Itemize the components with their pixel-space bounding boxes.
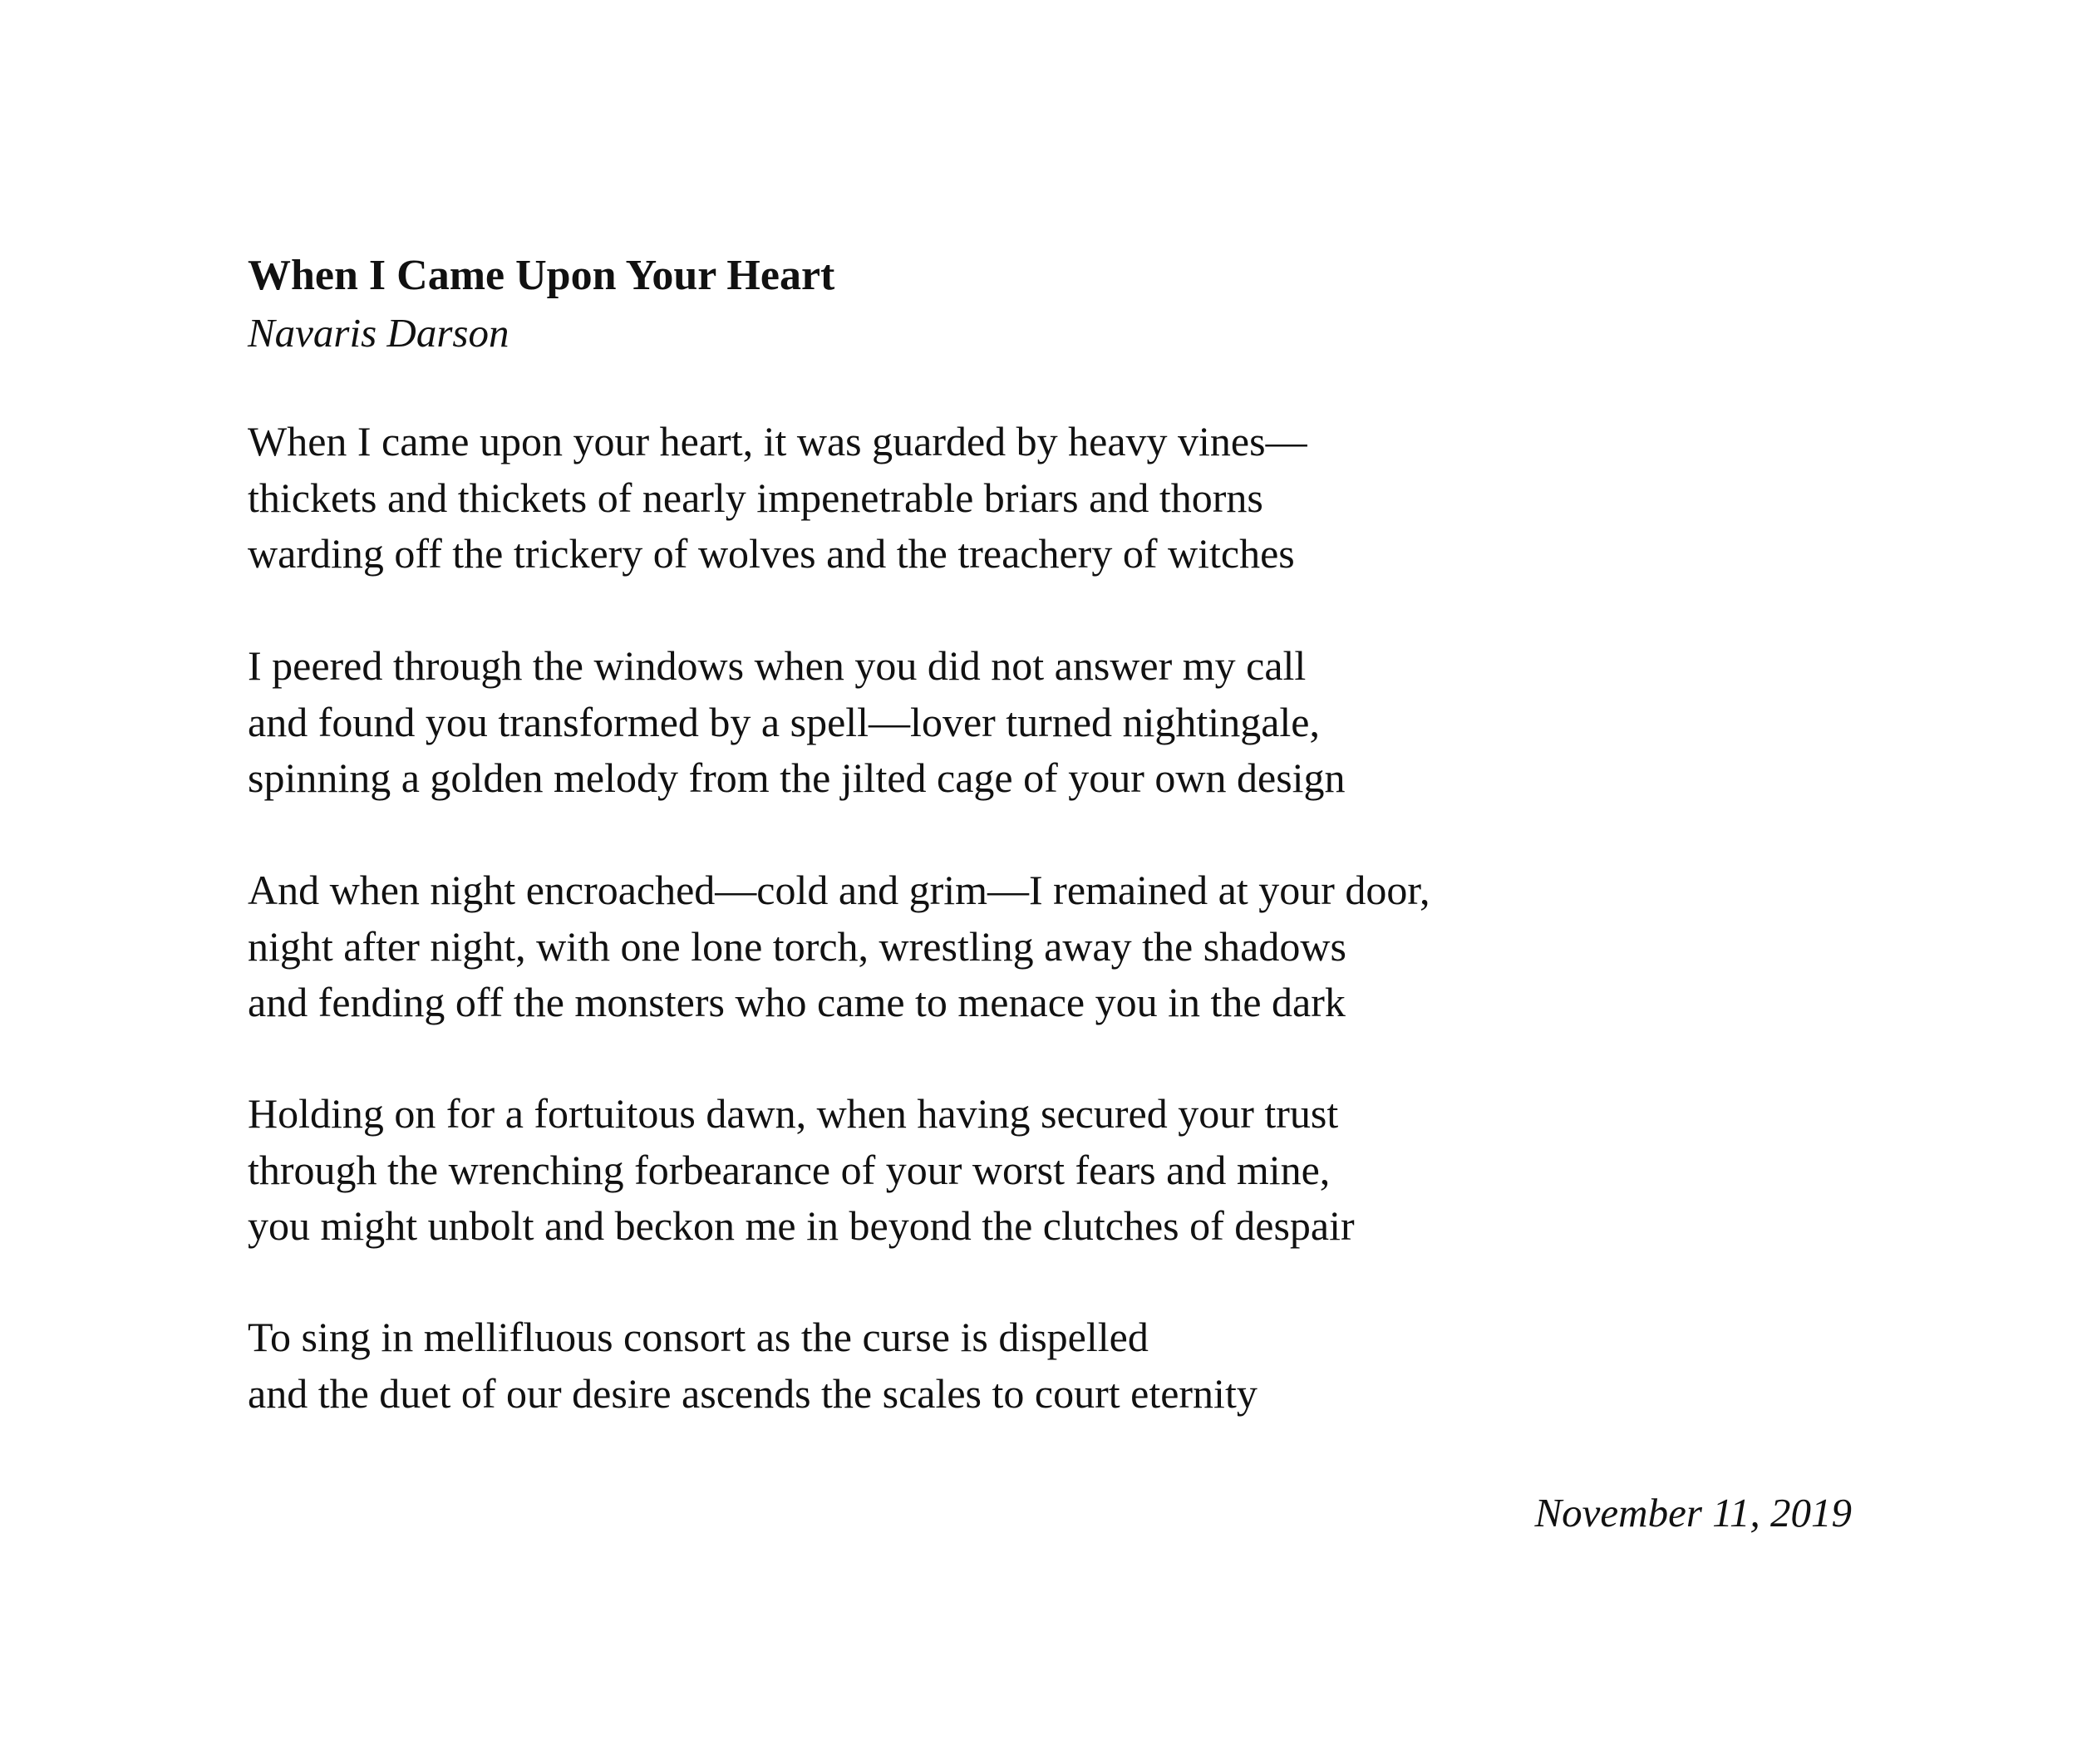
stanza-5 [248, 1309, 1258, 1422]
poem-title: When I Came Upon Your Heart [248, 252, 835, 299]
poem-line: To sing in mellifluous consort as the curse is dispelled [248, 1314, 1149, 1360]
stanza-2 [248, 638, 1346, 807]
poem-line: I peered through the windows when you did not answer my call [248, 642, 1307, 689]
stanza-1 [248, 414, 1307, 582]
poem-line: and found you transformed by a spell—lover turned nightingale, [248, 698, 1320, 745]
poem-date: November 11, 2019 [1534, 1490, 1852, 1536]
poem-line: and the duet of our desire ascends the scales to court eternity [248, 1369, 1258, 1417]
poem-line: warding off the trickery of wolves and the treachery of witches [248, 530, 1295, 577]
poem-line: and fending off the monsters who came to menace you in the dark [248, 979, 1346, 1025]
poem-line: through the wrenching forbearance of your worst fears and mine, [248, 1146, 1331, 1193]
poem-author: Navaris Darson [248, 310, 509, 356]
poem-line: spinning a golden melody from the jilted cage of your own design [248, 754, 1346, 801]
stanza-3 [248, 862, 1430, 1031]
poem-line: Holding on for a fortuitous dawn, when having secured your trust [248, 1090, 1339, 1137]
poem-line: And when night encroached—cold and grim—I remained at your door, [248, 867, 1430, 913]
poem-line: night after night, with one lone torch, wrestling away the shadows [248, 922, 1346, 970]
poem-line: thickets and thickets of nearly impenetrable briars and thorns [248, 474, 1263, 521]
poem-line: you might unbolt and beckon me in beyond the clutches of despair [248, 1202, 1355, 1249]
stanza-4 [248, 1086, 1355, 1255]
poem-line: When I came upon your heart, it was guarded by heavy vines— [248, 418, 1307, 464]
